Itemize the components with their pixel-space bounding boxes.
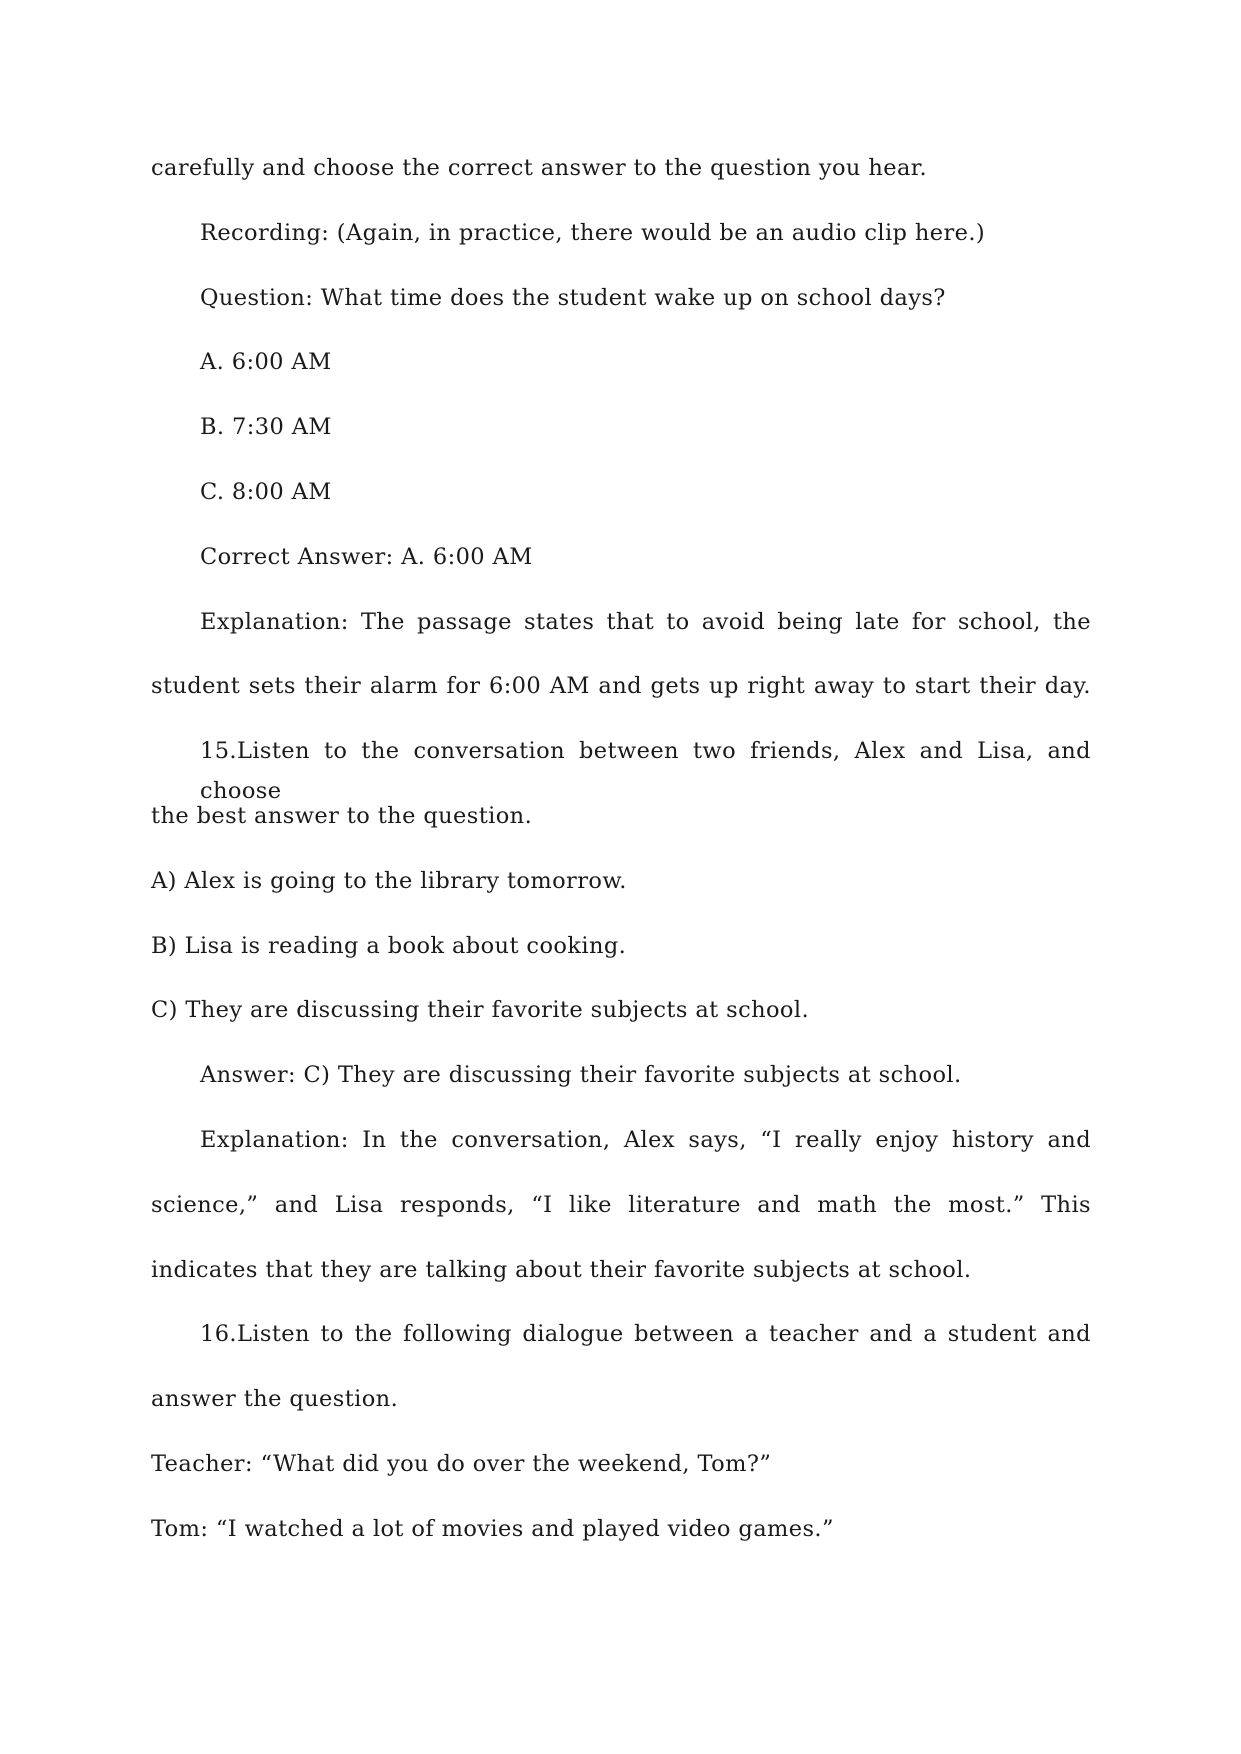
correct-answer: Correct Answer: A. 6:00 AM <box>200 543 533 570</box>
option-a: A. 6:00 AM <box>200 349 332 376</box>
paragraph-line: carefully and choose the correct answer to the question you hear. <box>151 155 928 181</box>
explanation-15-line-1: Explanation: In the conversation, Alex says, “I really enjoy history and <box>200 1126 1091 1153</box>
explanation-line-2: student sets their alarm for 6:00 AM and gets up right away to start their day. <box>151 673 1091 700</box>
dialogue-teacher: Teacher: “What did you do over the weekend, Tom?” <box>151 1450 772 1477</box>
explanation-line-1: Explanation: The passage states that to avoid being late for school, the <box>200 608 1091 635</box>
explanation-15-line-3: indicates that they are talking about their favorite subjects at school. <box>151 1256 972 1283</box>
dialogue-tom: Tom: “I watched a lot of movies and played video games.” <box>151 1515 834 1542</box>
explanation-15-line-2: science,” and Lisa responds, “I like literature and math the most.” This <box>151 1191 1091 1218</box>
option-c-15: C) They are discussing their favorite subjects at school. <box>151 997 810 1024</box>
question-16-line-1: 16.Listen to the following dialogue between a teacher and a student and <box>200 1321 1091 1348</box>
option-b-15: B) Lisa is reading a book about cooking. <box>151 932 627 959</box>
option-c: C. 8:00 AM <box>200 478 332 505</box>
answer-15: Answer: C) They are discussing their favorite subjects at school. <box>200 1062 962 1089</box>
document-body <box>151 148 1091 1574</box>
recording-note: Recording: (Again, in practice, there would be an audio clip here.) <box>200 219 986 246</box>
option-a-15: A) Alex is going to the library tomorrow. <box>151 867 627 894</box>
question-15-line-1: 15.Listen to the conversation between two friends, Alex and Lisa, and choose <box>200 738 1091 805</box>
question-15-line-2: the best answer to the question. <box>151 802 533 829</box>
question-text: Question: What time does the student wake up on school days? <box>200 284 946 311</box>
question-16-line-2: answer the question. <box>151 1386 399 1413</box>
option-b: B. 7:30 AM <box>200 414 332 441</box>
